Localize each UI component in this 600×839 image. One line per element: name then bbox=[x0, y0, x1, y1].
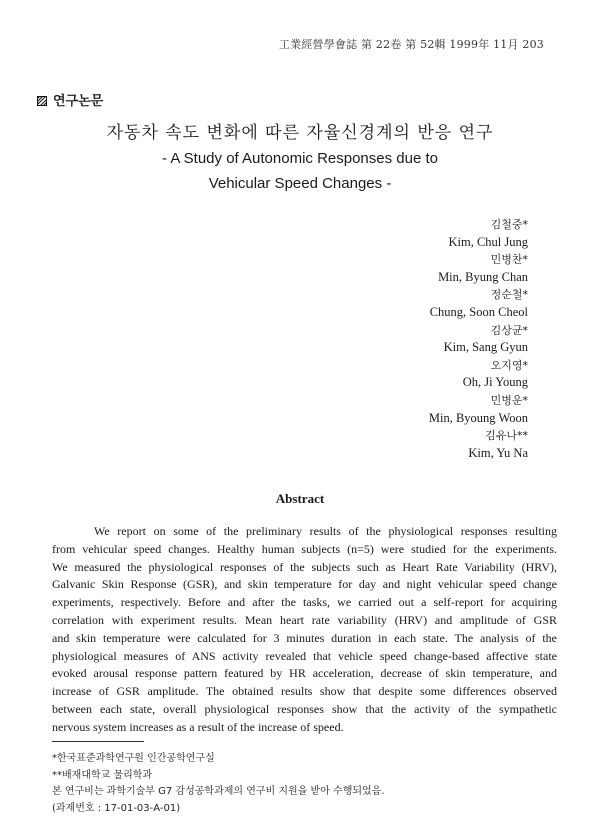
author-korean-name: 민병찬* bbox=[490, 253, 528, 267]
abstract-line: nervous system increases as a result of the increase of speed. bbox=[52, 719, 344, 734]
author-korean-name: 김상균* bbox=[490, 323, 528, 337]
abstract-line: physiological measures of ANS activity revealed that vehicle speed change-based affective state bbox=[52, 648, 557, 663]
abstract-line: evoked arousal response pattern featured by HR acceleration, decrease of skin temperature, and bbox=[52, 666, 557, 681]
author-korean-name: 정순철* bbox=[490, 288, 528, 302]
abstract-line: correlation with experiment results. Mean heart rate variability (HRV) and amplitude of GSR bbox=[52, 612, 557, 627]
abstract-heading: Abstract bbox=[275, 491, 325, 506]
footnote-funding: 본 연구비는 과학기술부 G7 감성공학과제의 연구비 지원을 받아 수행되었음. bbox=[52, 786, 385, 797]
footnote-affiliation-1: *한국표준과학연구원 인간공학연구실 bbox=[52, 753, 215, 764]
author-english-name: Chung, Soon Cheol bbox=[429, 304, 528, 319]
author-korean-name: 오지영* bbox=[490, 358, 528, 372]
footnote-divider bbox=[52, 741, 144, 742]
abstract-line-text: We report on some of the preliminary results of the physiological responses resulting bbox=[94, 524, 557, 538]
author-english-name: Kim, Sang Gyun bbox=[443, 340, 528, 355]
journal-header: 工業經營學會誌 第 22卷 第 52輯 1999年 11月 203 bbox=[278, 38, 544, 51]
author-english-name: Kim, Chul Jung bbox=[448, 234, 528, 249]
title-korean: 자동차 속도 변화에 따른 자율신경계의 반응 연구 bbox=[106, 123, 494, 143]
footnote-project-number: (과제번호 : 17-01-03-A-01) bbox=[52, 802, 181, 814]
author-korean-name: 김유나** bbox=[485, 429, 528, 443]
section-tag bbox=[37, 90, 103, 109]
abstract-line: We measured the physiological responses of the subjects such as Heart Rate Variability (HRV), bbox=[52, 559, 557, 574]
abstract-line: and skin temperature were calculated for 3 minutes duration in each state. The analysis of the bbox=[52, 630, 557, 645]
author-list bbox=[429, 216, 528, 462]
abstract-line: between each state, overall physiological responses show that the activity of the sympathetic bbox=[52, 701, 557, 716]
section-tag-label: 연구논문 bbox=[53, 94, 104, 109]
abstract-line bbox=[52, 523, 557, 541]
author-korean-name: 김철중* bbox=[490, 218, 528, 231]
title-english-line-2: Vehicular Speed Changes - bbox=[208, 175, 392, 192]
author-english-name: Oh, Ji Young bbox=[462, 375, 528, 390]
abstract-body bbox=[52, 523, 557, 737]
abstract-line: experiments, respectively. Before and after the tasks, we carried out a self-report for acquiring bbox=[52, 595, 557, 610]
abstract-line: from vehicular speed changes. Healthy human subjects (n=5) were studied for the experiments. bbox=[52, 541, 557, 556]
footnotes bbox=[52, 751, 385, 817]
author-korean-name: 민병운* bbox=[490, 393, 528, 407]
abstract-line: increase of GSR amplitude. The obtained results show that despite some differences observed bbox=[52, 684, 557, 699]
hatched-square-icon bbox=[37, 95, 47, 105]
author-english-name: Min, Byoung Woon bbox=[428, 410, 528, 425]
abstract-line: Galvanic Skin Response (GSR), and skin temperature for day and night vehicular speed change bbox=[52, 577, 557, 592]
title-english-line-1: - A Study of Autonomic Responses due to bbox=[161, 150, 438, 167]
footnote-affiliation-2: **배재대학교 물리학과 bbox=[52, 769, 153, 781]
author-english-name: Min, Byung Chan bbox=[438, 269, 528, 284]
author-english-name: Kim, Yu Na bbox=[468, 445, 528, 460]
title-english bbox=[0, 146, 600, 196]
